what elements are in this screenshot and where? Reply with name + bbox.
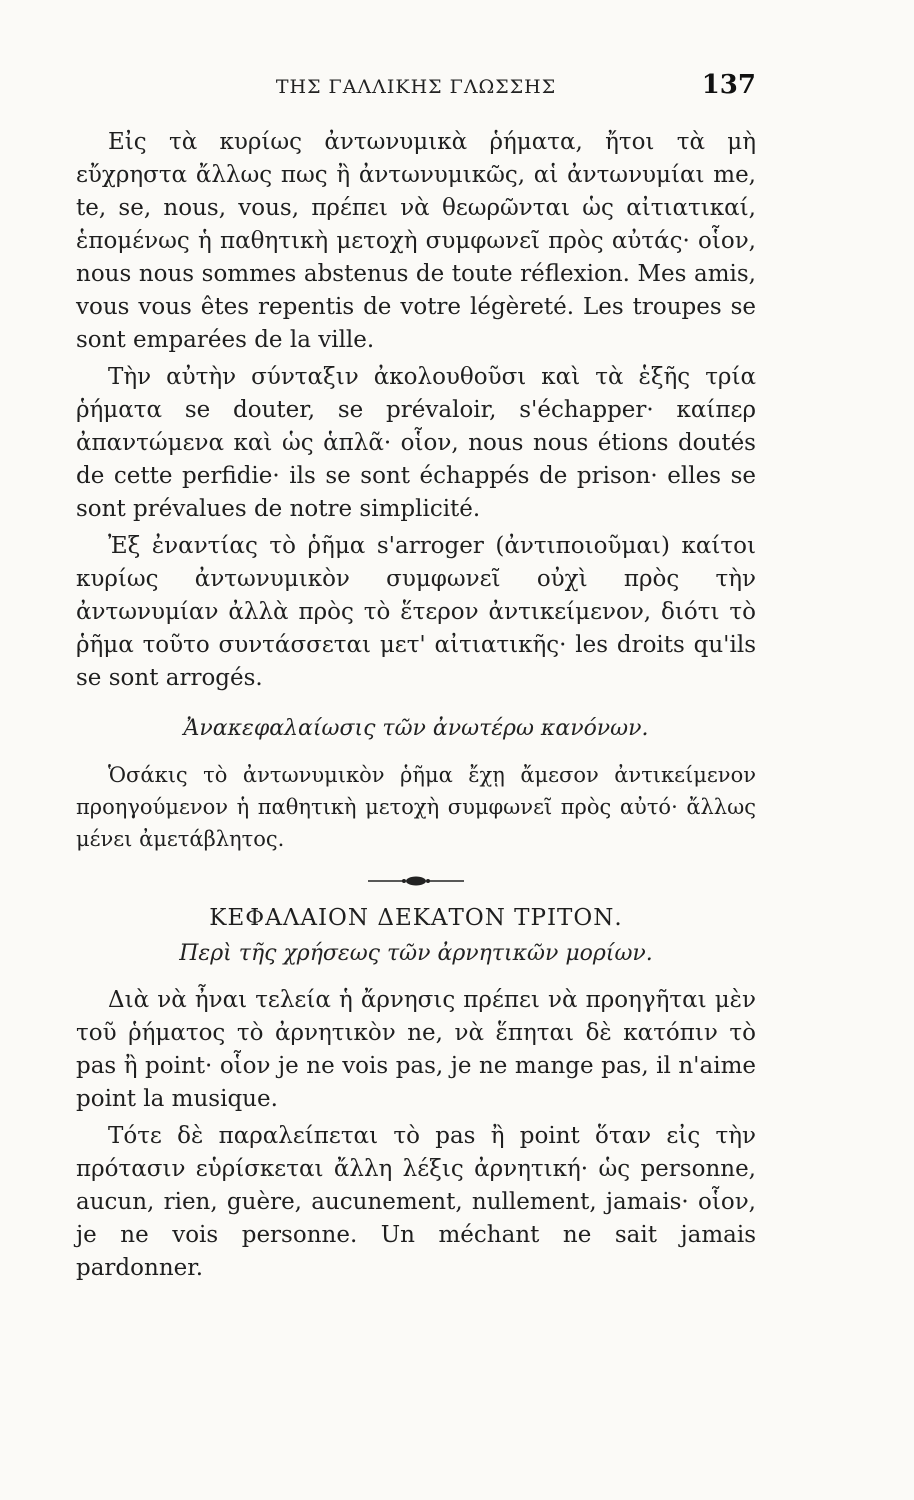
page-header <box>76 70 756 110</box>
book-page <box>76 70 756 1285</box>
chapter-subtitle: Περὶ τῆς χρήσεως τῶν ἀρνητικῶν μορίων. <box>179 941 653 966</box>
ornament-divider <box>76 873 756 887</box>
ornament-icon <box>368 874 464 888</box>
paragraph: Τὴν αὐτὴν σύνταξιν ἀκολουθοῦσι καὶ τὰ ἑξῆς τρία ῥήματα se douter, se prévaloir, s'échapper· καίπερ ἀπαντώμενα καὶ ὡς ἁπλᾶ· οἷον, nous nous étions doutés de cette perfidie· ils se sont échappés de prison· elles se sont prévalues de notre simplicité. <box>76 364 756 522</box>
recap-heading: Ἀνακεφαλαίωσις τῶν ἀνωτέρω κανόνων. <box>183 716 649 741</box>
paragraph: Εἰς τὰ κυρίως ἀντωνυμικὰ ῥήματα, ἤτοι τὰ μὴ εὔχρηστα ἄλλως πως ἢ ἀντωνυμικῶς, αἱ ἀντωνυμίαι me, te, se, nous, vous, πρέπει νὰ θεωρῶνται ὡς αἰτιατικαί, ἑπομένως ἡ παθητικὴ μετοχὴ συμφωνεῖ πρὸς αὐτάς· οἷον, nous nous sommes abstenus de toute réflexion. Mes amis, vous vous êtes repentis de votre légèreté. Les troupes se sont emparées de la ville. <box>76 129 756 353</box>
chapter-paragraph: Τότε δὲ παραλείπεται τὸ pas ἢ point ὅταν εἰς τὴν πρότασιν εὑρίσκεται ἄλλη λέξις ἀρνητική· ὡς personne, aucun, rien, guère, aucunement, nullement, jamais· οἷον, je ne vois personne. Un méchant ne sait jamais pardonner. <box>76 1123 756 1281</box>
paragraph: Ἐξ ἐναντίας τὸ ῥῆμα s'arroger (ἀντιποιοῦμαι) καίτοι κυρίως ἀντωνυμικὸν συμφωνεῖ οὐχὶ πρὸς τὴν ἀντωνυμίαν ἀλλὰ πρὸς τὸ ἕτερον ἀντικείμενον, διότι τὸ ῥῆμα τοῦτο συντάσσεται μετ' αἰτιατικῆς· les droits qu'ils se sont arrogés. <box>76 533 756 691</box>
running-title: ΤΗΣ ΓΑΛΛΙΚΗΣ ΓΛΩΣΣΗΣ <box>275 76 557 98</box>
chapter-paragraph: Διὰ νὰ ἦναι τελεία ἡ ἄρνησις πρέπει νὰ προηγῆται μὲν τοῦ ῥήματος τὸ ἀρνητικὸν ne, νὰ ἕπηται δὲ κατόπιν τὸ pas ἢ point· οἷον je ne vois pas, je ne mange pas, il n'aime point la musique. <box>76 987 756 1112</box>
page-number: 137 <box>701 70 756 100</box>
chapter-title: ΚΕΦΑΛΑΙΟΝ ΔΕΚΑΤΟΝ ΤΡΙΤΟΝ. <box>209 905 623 931</box>
recap-paragraph: Ὁσάκις τὸ ἀντωνυμικὸν ῥῆμα ἔχῃ ἄμεσον ἀντικείμενον προηγούμενον ἡ παθητικὴ μετοχὴ συμφωνεῖ πρὸς αὐτό· ἄλλως μένει ἀμετάβλητος. <box>76 763 756 851</box>
